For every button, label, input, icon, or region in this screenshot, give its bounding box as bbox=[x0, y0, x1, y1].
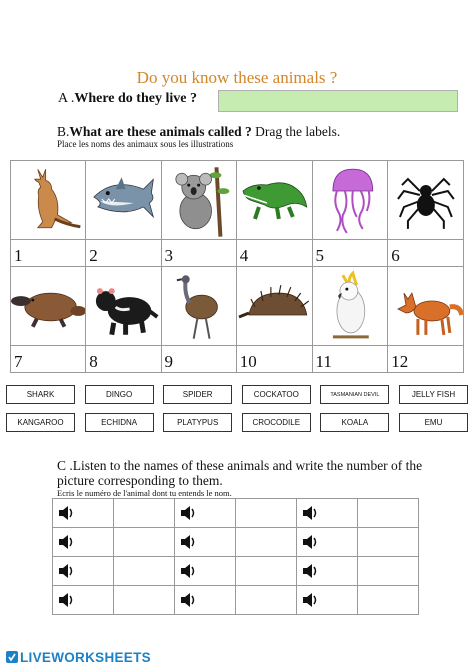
habitat-answer-field[interactable] bbox=[218, 90, 458, 112]
label-row bbox=[6, 385, 468, 404]
cockatoo-icon bbox=[313, 267, 388, 345]
picture-cell-5[interactable] bbox=[312, 161, 388, 240]
label-crocodile[interactable]: CROCODILE bbox=[242, 413, 311, 432]
jellyfish-icon bbox=[313, 161, 388, 239]
listening-grid bbox=[52, 498, 419, 615]
koala-icon bbox=[162, 161, 236, 239]
number-label: 9 bbox=[161, 346, 236, 373]
picture-cell-11[interactable] bbox=[312, 267, 388, 346]
audio-cell[interactable] bbox=[175, 586, 236, 615]
answer-field[interactable] bbox=[114, 557, 175, 586]
picture-cell-10[interactable] bbox=[236, 267, 312, 346]
label-row bbox=[6, 413, 468, 432]
label-jelly-fish[interactable]: JELLY FISH bbox=[399, 385, 468, 404]
number-label: 11 bbox=[312, 346, 388, 373]
label-koala[interactable]: KOALA bbox=[320, 413, 389, 432]
brand[interactable] bbox=[6, 650, 151, 665]
page-title: Do you know these animals ? bbox=[136, 68, 338, 87]
spider-icon bbox=[388, 161, 463, 239]
shark-icon bbox=[86, 161, 160, 239]
brand-label: LIVEWORKSHEETS bbox=[20, 650, 151, 665]
answer-field[interactable] bbox=[236, 528, 297, 557]
crocodile-icon bbox=[237, 161, 312, 239]
answer-field[interactable] bbox=[358, 499, 419, 528]
question-b-subtitle: Place les noms des animaux sous les illustrations bbox=[57, 139, 234, 149]
answer-field[interactable] bbox=[358, 528, 419, 557]
question-c-subtitle: Ecris le numéro de l'animal dont tu entends le nom. bbox=[57, 488, 232, 498]
answer-field[interactable] bbox=[236, 499, 297, 528]
answer-field[interactable] bbox=[236, 586, 297, 615]
speaker-icon bbox=[302, 592, 320, 608]
speaker-icon bbox=[58, 505, 76, 521]
label-shark[interactable]: SHARK bbox=[6, 385, 75, 404]
audio-cell[interactable] bbox=[53, 499, 114, 528]
footer bbox=[0, 647, 474, 669]
speaker-icon bbox=[180, 563, 198, 579]
number-label: 10 bbox=[236, 346, 312, 373]
audio-cell[interactable] bbox=[53, 528, 114, 557]
speaker-icon bbox=[180, 505, 198, 521]
number-label: 2 bbox=[86, 240, 161, 267]
picture-cell-3[interactable] bbox=[161, 161, 236, 240]
audio-cell[interactable] bbox=[175, 528, 236, 557]
speaker-icon bbox=[180, 592, 198, 608]
number-label: 7 bbox=[11, 346, 86, 373]
drag-labels bbox=[6, 385, 468, 441]
answer-field[interactable] bbox=[114, 499, 175, 528]
label-dingo[interactable]: DINGO bbox=[85, 385, 154, 404]
answer-field[interactable] bbox=[236, 557, 297, 586]
number-label: 3 bbox=[161, 240, 236, 267]
picture-cell-9[interactable] bbox=[161, 267, 236, 346]
audio-cell[interactable] bbox=[297, 528, 358, 557]
kangaroo-icon bbox=[11, 161, 85, 239]
label-echidna[interactable]: ECHIDNA bbox=[85, 413, 154, 432]
number-label: 4 bbox=[236, 240, 312, 267]
number-label: 12 bbox=[388, 346, 464, 373]
label-spider[interactable]: SPIDER bbox=[163, 385, 232, 404]
picture-cell-8[interactable] bbox=[86, 267, 161, 346]
audio-cell[interactable] bbox=[53, 557, 114, 586]
label-kangaroo[interactable]: KANGAROO bbox=[6, 413, 75, 432]
echidna-icon bbox=[237, 267, 312, 345]
picture-cell-6[interactable] bbox=[388, 161, 464, 240]
audio-cell[interactable] bbox=[297, 586, 358, 615]
number-label: 1 bbox=[11, 240, 86, 267]
speaker-icon bbox=[180, 534, 198, 550]
number-label: 5 bbox=[312, 240, 388, 267]
picture-cell-2[interactable] bbox=[86, 161, 161, 240]
speaker-icon bbox=[58, 592, 76, 608]
audio-cell[interactable] bbox=[297, 499, 358, 528]
label-emu[interactable]: EMU bbox=[399, 413, 468, 432]
audio-cell[interactable] bbox=[175, 557, 236, 586]
answer-field[interactable] bbox=[114, 586, 175, 615]
tasmanian-devil-icon bbox=[86, 267, 160, 345]
answer-field[interactable] bbox=[358, 586, 419, 615]
audio-cell[interactable] bbox=[297, 557, 358, 586]
question-a: A .Where do they live ? bbox=[58, 91, 197, 106]
picture-cell-12[interactable] bbox=[388, 267, 464, 346]
picture-cell-4[interactable] bbox=[236, 161, 312, 240]
speaker-icon bbox=[302, 563, 320, 579]
platypus-icon bbox=[11, 267, 85, 345]
liveworksheets-logo-icon bbox=[6, 651, 18, 663]
number-label: 6 bbox=[388, 240, 464, 267]
answer-field[interactable] bbox=[114, 528, 175, 557]
speaker-icon bbox=[58, 563, 76, 579]
label-platypus[interactable]: PLATYPUS bbox=[163, 413, 232, 432]
audio-cell[interactable] bbox=[175, 499, 236, 528]
question-c: C .Listen to the names of these animals and write the number of the picture corresponding to them. bbox=[57, 458, 423, 488]
question-b: B.What are these animals called ? Drag the labels. bbox=[57, 124, 341, 139]
label-tasmanian-devil[interactable]: TASMANIAN DEVIL bbox=[320, 385, 389, 404]
audio-cell[interactable] bbox=[53, 586, 114, 615]
animal-grid bbox=[10, 160, 464, 373]
answer-field[interactable] bbox=[358, 557, 419, 586]
emu-icon bbox=[162, 267, 236, 345]
speaker-icon bbox=[58, 534, 76, 550]
label-cockatoo[interactable]: COCKATOO bbox=[242, 385, 311, 404]
speaker-icon bbox=[302, 534, 320, 550]
picture-cell-1[interactable] bbox=[11, 161, 86, 240]
picture-cell-7[interactable] bbox=[11, 267, 86, 346]
number-label: 8 bbox=[86, 346, 161, 373]
speaker-icon bbox=[302, 505, 320, 521]
dingo-icon bbox=[388, 267, 463, 345]
